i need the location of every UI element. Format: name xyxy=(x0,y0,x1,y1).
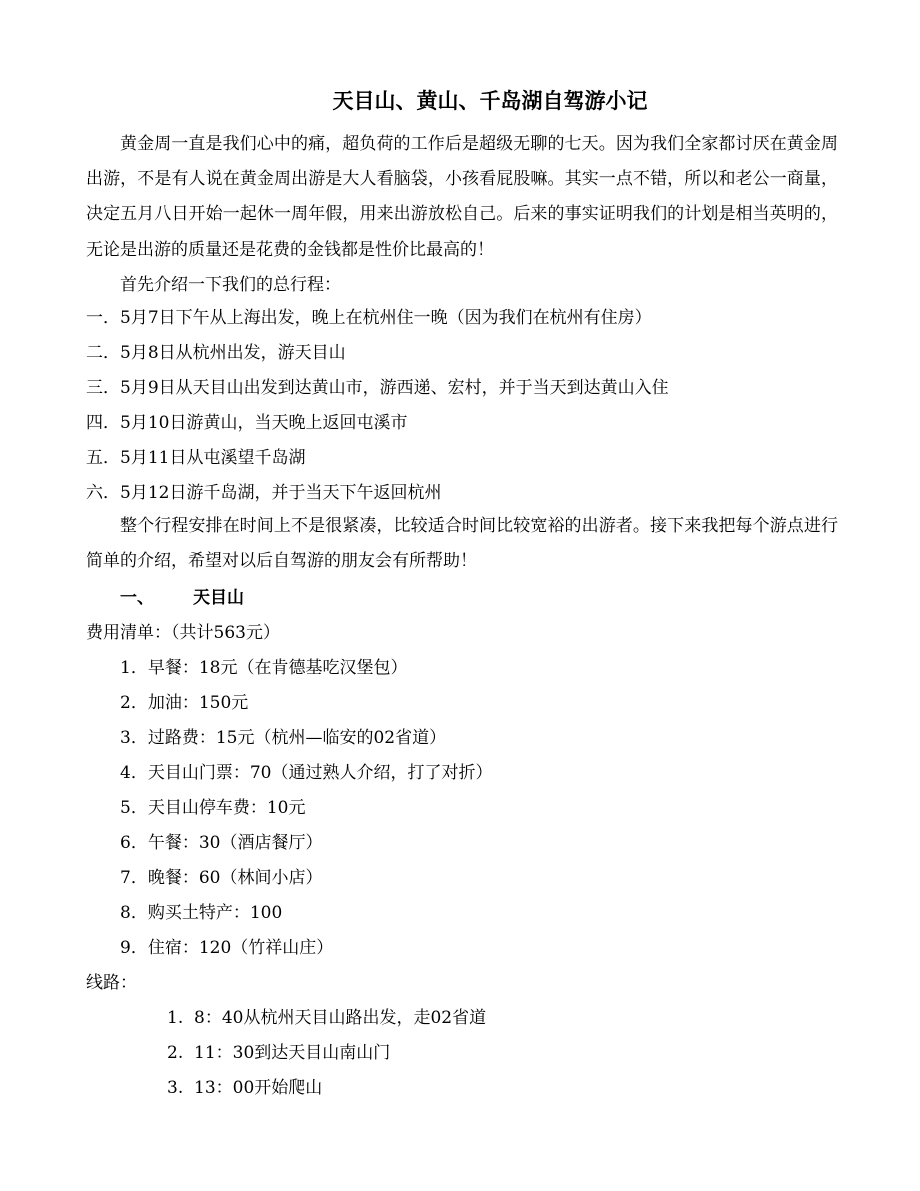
intro-paragraph: 黄金周一直是我们心中的痛，超负荷的工作后是超级无聊的七天。因为我们全家都讨厌在黄金周出游，不是有人说在黄金周出游是大人看脑袋，小孩看屁股嘛。其实一点不错，所以和老公一商量，决定五月八日开始一起休一周年假，用来出游放松自己。后来的事实证明我们的计划是相当英明的，无论是出游的质量还是花费的金钱都是性价比最高的！ xyxy=(86,134,838,260)
itinerary-item: 五．5月11日从屯溪望千岛湖 xyxy=(86,448,306,468)
itinerary-item: 一．5月7日下午从上海出发，晚上在杭州住一晚（因为我们在杭州有住房） xyxy=(86,308,652,328)
itinerary-item: 六．5月12日游千岛湖，并于当天下午返回杭州 xyxy=(86,483,442,503)
cost-item: 2．加油：150元 xyxy=(120,693,249,713)
route-item: 3. 13：00开始爬山 xyxy=(167,1078,323,1098)
cost-item: 4．天目山门票：70（通过熟人介绍，打了对折） xyxy=(120,763,493,783)
cost-heading: 费用清单：（共计563元） xyxy=(86,623,280,643)
itinerary-item: 四．5月10日游黄山，当天晚上返回屯溪市 xyxy=(86,413,408,433)
itinerary-item: 三．5月9日从天目山出发到达黄山市，游西递、宏村，并于当天到达黄山入住 xyxy=(86,378,669,398)
route-item: 2. 11：30到达天目山南山门 xyxy=(167,1043,391,1063)
cost-item: 8．购买土特产：100 xyxy=(120,903,283,923)
cost-item: 9．住宿：120（竹祥山庄） xyxy=(120,938,334,958)
section-number: 一、 xyxy=(120,588,154,608)
cost-item: 3．过路费：15元（杭州—临安的02省道） xyxy=(120,728,447,748)
itinerary-item: 二．5月8日从杭州出发，游天目山 xyxy=(86,343,346,363)
route-heading: 线路： xyxy=(86,973,137,993)
section-title: 天目山 xyxy=(193,588,244,608)
summary-paragraph: 整个行程安排在时间上不是很紧凑，比较适合时间比较宽裕的出游者。接下来我把每个游点进行简单的介绍，希望对以后自驾游的朋友会有所帮助！ xyxy=(86,516,838,572)
cost-item: 7．晚餐：60（林间小店） xyxy=(120,868,323,888)
cost-item: 5．天目山停车费：10元 xyxy=(120,798,306,818)
cost-item: 1．早餐：18元（在肯德基吃汉堡包） xyxy=(120,658,408,678)
route-item: 1. 8：40从杭州天目山路出发，走02省道 xyxy=(167,1008,487,1028)
cost-item: 6．午餐：30（酒店餐厅） xyxy=(120,833,323,853)
itinerary-intro: 首先介绍一下我们的总行程： xyxy=(120,275,341,295)
document-title: 天目山、黄山、千岛湖自驾游小记 xyxy=(332,88,648,113)
